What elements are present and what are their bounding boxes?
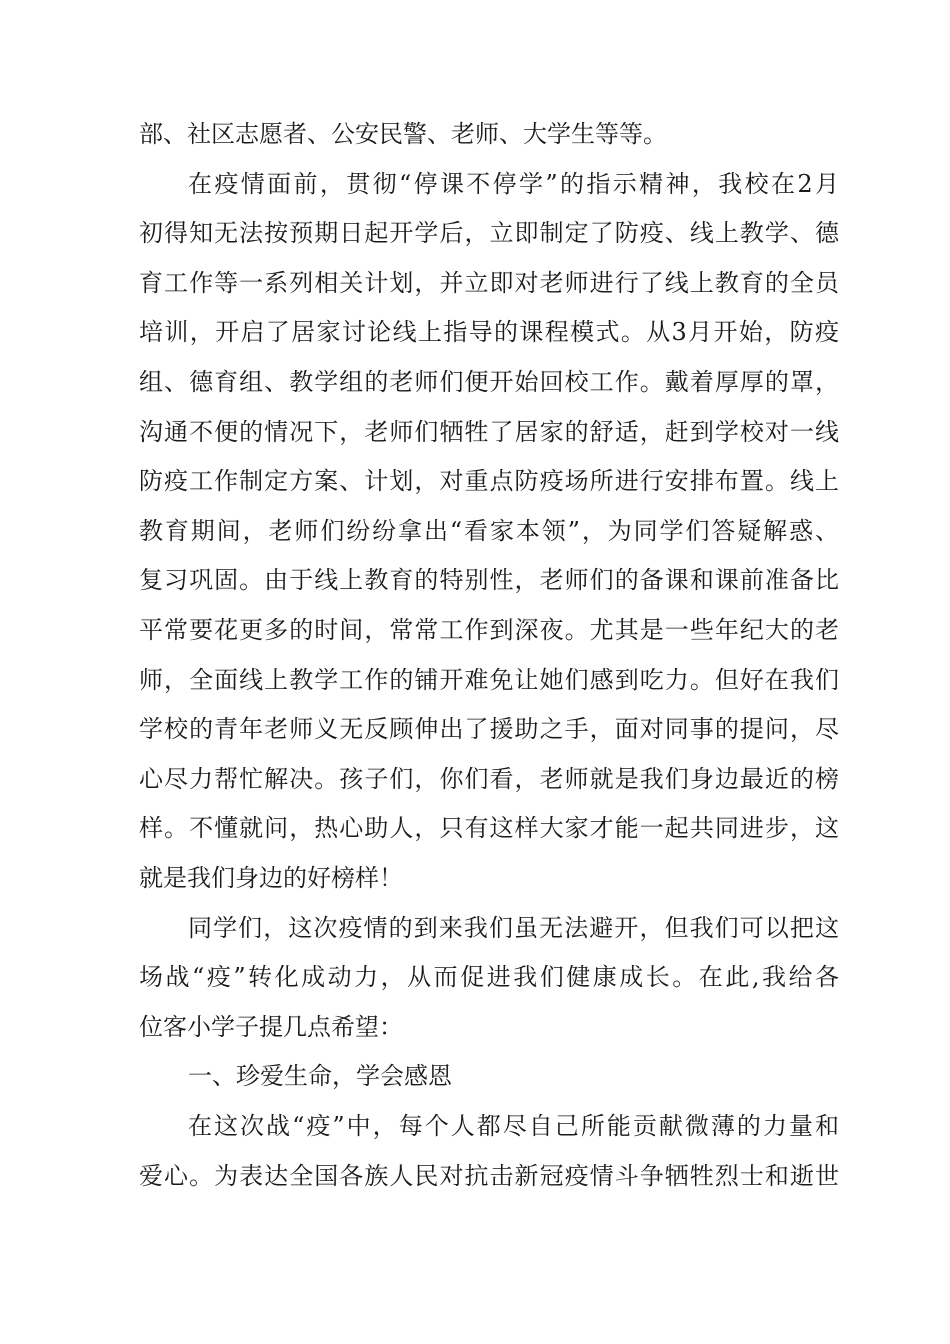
text-line: 防疫工作制定方案、计划，对重点防疫场所进行安排布置。线上 xyxy=(139,467,839,496)
text-line: 沟通不便的情况下，老师们牺牲了居家的舒适，赶到学校对一线 xyxy=(139,417,839,446)
text-line: 学校的青年老师义无反顾伸出了援助之手，面对同事的提问，尽 xyxy=(139,715,839,744)
text-line: 教育期间，老师们纷纷拿出“看家本领”，为同学们答疑解惑、 xyxy=(139,516,839,545)
text-line: 样。不懂就问，热心助人，只有这样大家才能一起共同进步，这 xyxy=(139,814,839,843)
paragraph-first-line: 在疫情面前，贯彻“停课不停学”的指示精神，我校在2月 xyxy=(188,169,839,198)
text-line: 心尽力帮忙解决。孩子们，你们看，老师就是我们身边最近的榜 xyxy=(139,764,839,793)
text-line: 复习巩固。由于线上教育的特别性，老师们的备课和课前准备比 xyxy=(139,566,839,595)
text-line: 场战“疫”转化成动力，从而促进我们健康成长。在此,我给各 xyxy=(139,963,839,992)
text-line: 初得知无法按预期日起开学后，立即制定了防疫、线上教学、德 xyxy=(139,219,839,248)
text-line: 培训，开启了居家讨论线上指导的课程模式。从3月开始，防疫 xyxy=(139,318,839,347)
text-line: 部、社区志愿者、公安民警、老师、大学生等等。 xyxy=(139,120,667,148)
text-line: 就是我们身边的好榜样！ xyxy=(139,864,403,892)
text-line: 位客小学子提几点希望： xyxy=(139,1012,403,1041)
text-line: 爱心。为表达全国各族人民对抗击新冠疫情斗争牺牲烈士和逝世 xyxy=(139,1161,839,1190)
text-line: 平常要花更多的时间，常常工作到深夜。尤其是一些年纪大的老 xyxy=(139,616,839,644)
text-line: 组、德育组、教学组的老师们便开始回校工作。戴着厚厚的罩， xyxy=(139,368,839,396)
text-line: 师，全面线上教学工作的铺开难免让她们感到吃力。但好在我们 xyxy=(139,665,839,694)
text-line: 育工作等一系列相关计划，并立即对老师进行了线上教育的全员 xyxy=(139,268,839,297)
paragraph-first-line: 同学们，这次疫情的到来我们虽无法避开，但我们可以把这 xyxy=(188,913,839,942)
paragraph-first-line: 在这次战“疫”中，每个人都尽自己所能贡献微薄的力量和 xyxy=(188,1112,839,1140)
paragraph-first-line: 一、珍爱生命，学会感恩 xyxy=(188,1062,452,1091)
